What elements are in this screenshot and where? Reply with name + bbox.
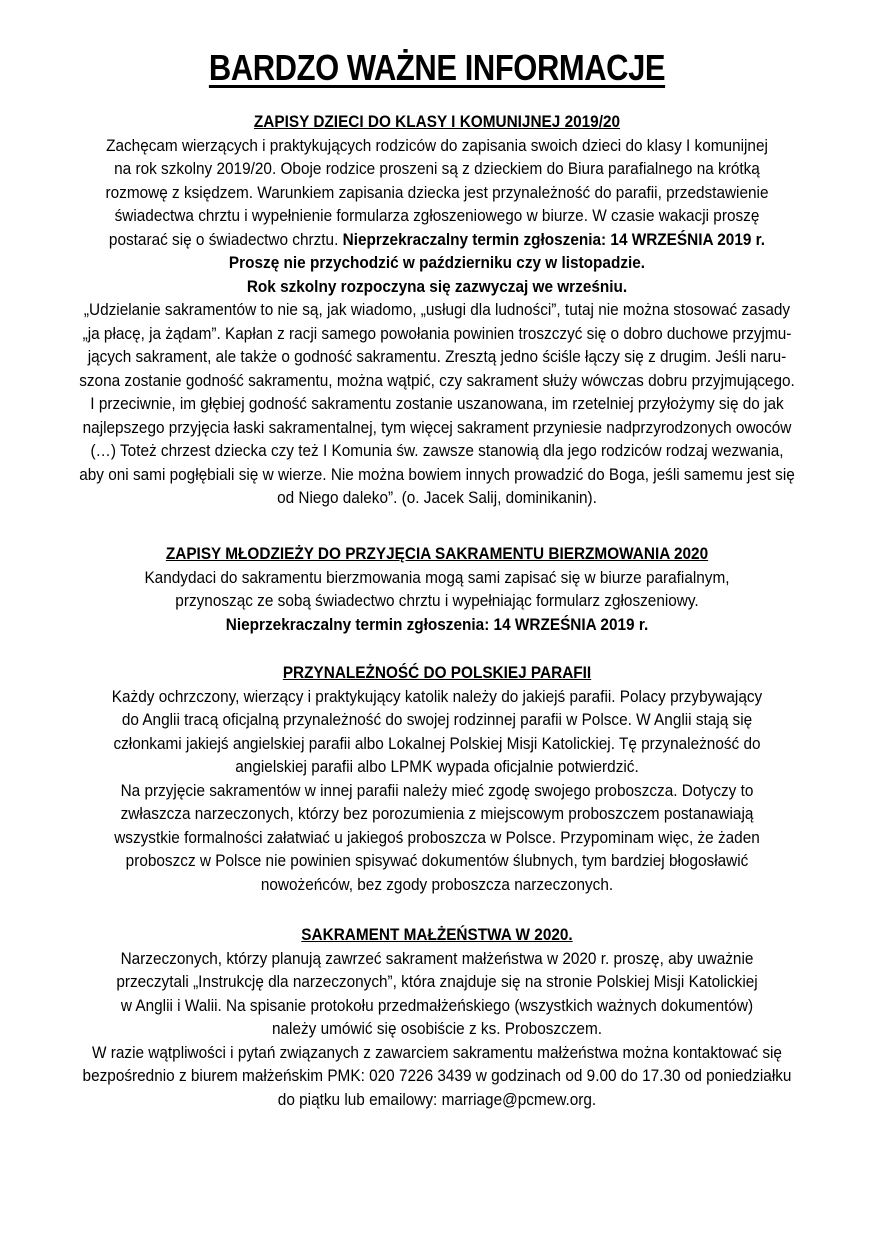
quote-line: od Niego daleko”. (o. Jacek Salij, dominikanin).: [277, 489, 597, 507]
quote-line: „Udzielanie sakramentów to nie są, jak wiadomo, „usługi dla ludności”, tutaj nie można stosować zasady: [83, 301, 791, 319]
paragraph-line: należy umówić się osobiście z ks. Proboszczem.: [271, 1020, 603, 1038]
paragraph-line: bezpośrednio z biurem małżeńskim PMK: 020 7226 3439 w godzinach od 9.00 do 17.30 od poniedziałku: [82, 1067, 792, 1085]
paragraph-line: na rok szkolny 2019/20. Oboje rodzice proszeni są z dzieckiem do Biura parafialnego na krótką: [114, 160, 760, 178]
paragraph-line: do piątku lub emailowy: marriage@pcmew.org.: [277, 1090, 597, 1109]
paragraph-line: Kandydaci do sakramentu bierzmowania mogą sami zapisać się w biurze parafialnym,: [144, 568, 730, 587]
paragraph-line: w Anglii i Walii. Na spisanie protokołu przedmałżeńskiego (wszystkich ważnych dokumentów): [120, 996, 754, 1015]
section-marriage: [20, 924, 854, 1112]
paragraph-line: przeczytali „Instrukcję dla narzeczonych”, która znajduje się na stronie Polskiej Misji Katolickiej: [116, 973, 758, 991]
paragraph-line: Zachęcam wierzących i praktykujących rodziców do zapisania swoich dzieci do klasy I komunijnej: [106, 136, 768, 155]
bold-notice: Rok szkolny rozpoczyna się zazwyczaj we wrześniu.: [246, 277, 628, 296]
section-first-communion: [20, 111, 854, 511]
deadline-text: Nieprzekraczalny termin zgłoszenia: 14 WRZEŚNIA 2019 r.: [225, 615, 649, 634]
paragraph-line: W razie wątpliwości i pytań związanych z zawarciem sakramentu małżeństwa można kontaktować się: [92, 1043, 782, 1062]
section-parish-membership: [20, 662, 854, 897]
paragraph-line: świadectwa chrztu i wypełnienie formularza zgłoszeniowego w biurze. W czasie wakacji proszę: [114, 207, 760, 225]
paragraph-line: nowożeńców, bez zgody proboszcza narzeczonych.: [260, 875, 614, 894]
paragraph-line-with-deadline: [49, 229, 825, 253]
section-confirmation: [20, 543, 854, 637]
paragraph-text: postarać się o świadectwo chrztu.: [108, 230, 339, 249]
section-heading: ZAPISY DZIECI DO KLASY I KOMUNIJNEJ 2019/20: [253, 113, 621, 131]
paragraph-line: Każdy ochrzczony, wierzący i praktykujący katolik należy do jakiejś parafii. Polacy przybywający: [111, 687, 763, 706]
paragraph-line: do Anglii tracą oficjalną przynależność do swojej rodzinnej parafii w Polsce. W Anglii stają się: [121, 711, 753, 729]
quote-line: „ja płacę, ja żądam”. Kapłan z racji samego powołania powinien troszczyć się o dobro duchowe przyjmu-: [82, 324, 792, 343]
section-heading: SAKRAMENT MAŁŻEŃSTWA W 2020.: [301, 926, 573, 944]
paragraph-line: przynosząc ze sobą świadectwo chrztu i wypełniając formularz zgłoszeniowy.: [175, 592, 699, 610]
paragraph-line: Na przyjęcie sakramentów w innej parafii należy mieć zgodę swojego proboszcza. Dotyczy to: [120, 781, 754, 800]
quote-line: (…) Toteż chrzest dziecka czy też I Komunia św. zawsze stanowią dla jego rodziców rodzaj wezwania,: [90, 442, 784, 460]
section-heading: ZAPISY MŁODZIEŻY DO PRZYJĘCIA SAKRAMENTU BIERZMOWANIA 2020: [165, 545, 709, 563]
paragraph-line: członkami jakiejś angielskiej parafii albo Lokalnej Polskiej Misji Katolickiej. Tę przynależność do: [113, 734, 761, 753]
deadline-text: Nieprzekraczalny termin zgłoszenia: 14 WRZEŚNIA 2019 r.: [342, 230, 766, 249]
quote-line: I przeciwnie, im głębiej godność sakramentu zostanie uszanowana, im rzetelniej przyłożymy się do jak: [90, 395, 784, 413]
bold-notice: Proszę nie przychodzić w październiku czy w listopadzie.: [228, 254, 646, 272]
page-title: BARDZO WAŻNE INFORMACJE: [208, 47, 666, 88]
paragraph-line: angielskiej parafii albo LPMK wypada oficjalnie potwierdzić.: [235, 758, 639, 776]
quote-line: najlepszego przyjęcia łaski sakramentalnej, tym więcej sakrament przyniesie nadprzyrodzonych owoców: [82, 418, 792, 437]
quote-line: szona zostanie godność sakramentu, można wątpić, czy sakrament służy wówczas dobru przyjmującego.: [79, 371, 795, 390]
paragraph-line: proboszcz w Polsce nie powinien spisywać dokumentów ślubnych, tym bardziej błogosławić: [125, 852, 749, 870]
quote-line: jących sakrament, ale także o godność sakramentu. Zresztą jedno ściśle łączy się z drugim. Jeśli naru-: [87, 348, 787, 366]
paragraph-line: wszystkie formalności załatwiać u jakiegoś proboszcza w Polsce. Przypominam więc, że żaden: [114, 828, 760, 847]
paragraph-line: Narzeczonych, którzy planują zawrzeć sakrament małżeństwa w 2020 r. proszę, aby uważnie: [120, 949, 754, 968]
quote-line: aby oni sami pogłębiali się w wierze. Nie można bowiem innych prowadzić do Boga, jeśli samemu jest się: [79, 465, 795, 484]
paragraph-line: rozmowę z księdzem. Warunkiem zapisania dziecka jest przynależność do parafii, przedstawienie: [105, 183, 769, 202]
section-heading: PRZYNALEŻNOŚĆ DO POLSKIEJ PARAFII: [282, 664, 592, 682]
paragraph-line: zwłaszcza narzeczonych, którzy bez porozumienia z miejscowym proboszczem postanawiają: [120, 805, 754, 823]
